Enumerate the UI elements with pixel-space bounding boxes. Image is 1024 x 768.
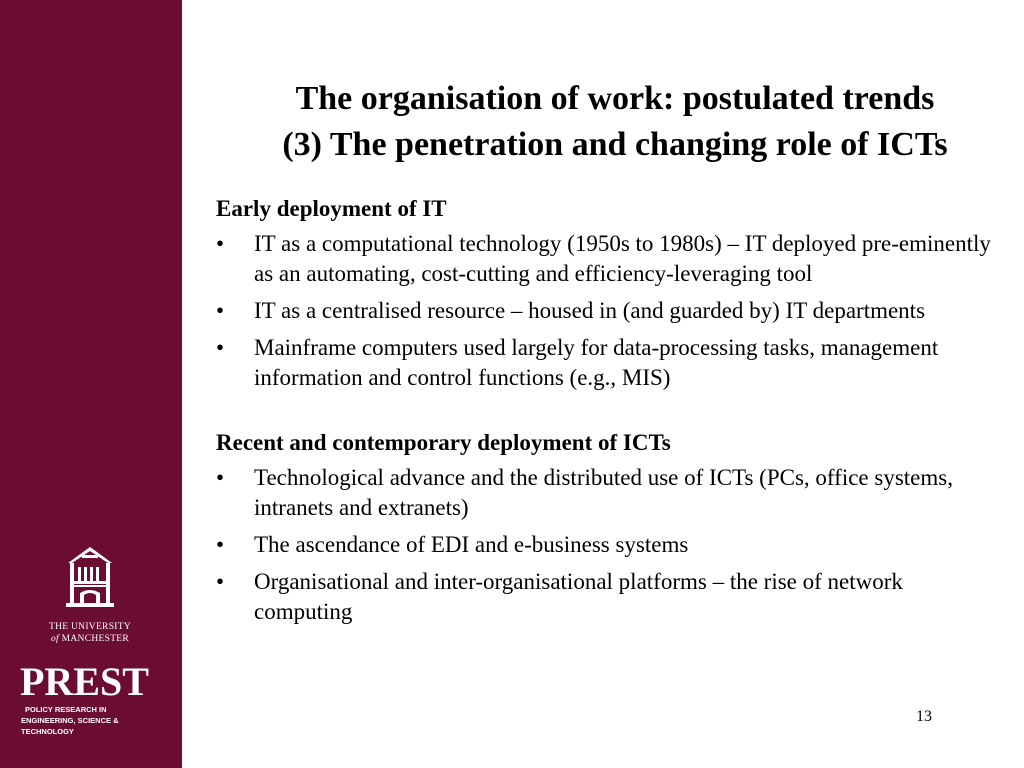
- prest-subtitle: [21, 704, 171, 737]
- bullet-list-early: [216, 229, 996, 393]
- title-line2: (3) The penetration and changing role of ICTs: [282, 126, 948, 163]
- university-line2: MANCHESTER: [61, 634, 130, 644]
- sidebar: [0, 0, 182, 768]
- slide-content: [216, 194, 996, 634]
- bullet-item: • The ascendance of EDI and e-business systems: [216, 530, 996, 560]
- university-crest-icon: [60, 545, 120, 615]
- university-line1: THE UNIVERSITY: [48, 622, 132, 632]
- section-heading-early: Early deployment of IT: [216, 196, 447, 221]
- prest-logo: PREST: [20, 659, 149, 704]
- bullet-item: • Technological advance and the distributed use of ICTs (PCs, office systems, intranets and extranets): [216, 463, 996, 523]
- university-name: [20, 621, 160, 645]
- title-line1: The organisation of work: postulated trends: [295, 80, 935, 117]
- bullet-item: • Mainframe computers used largely for data-processing tasks, management information and control functions (e.g., MIS): [216, 333, 996, 393]
- bullet-list-recent: [216, 463, 996, 627]
- university-of: of: [50, 634, 59, 644]
- bullet-item: • IT as a computational technology (1950s to 1980s) – IT deployed pre-eminently as an automating, cost-cutting and efficiency-leveraging tool: [216, 229, 996, 289]
- bullet-item: • IT as a centralised resource – housed in (and guarded by) IT departments: [216, 296, 996, 326]
- page-number: 13: [916, 708, 932, 725]
- slide-title: [210, 76, 1020, 168]
- section-heading-recent: Recent and contemporary deployment of ICTs: [216, 430, 671, 455]
- prest-subtitle-line1: POLICY RESEARCH IN: [25, 705, 107, 714]
- bullet-item: • Organisational and inter-organisational platforms – the rise of network computing: [216, 567, 996, 627]
- prest-subtitle-line2: ENGINEERING, SCIENCE & TECHNOLOGY: [21, 716, 119, 736]
